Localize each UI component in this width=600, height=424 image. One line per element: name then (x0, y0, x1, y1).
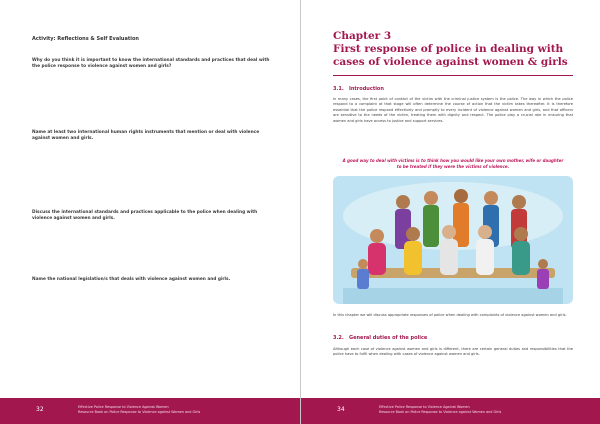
footer-line-1: Effective Police Response to Violence Against Women (379, 405, 470, 409)
page-number: 34 (337, 406, 345, 413)
pull-quote: A good way to deal with victims is to think how you would like your own mother, wife or daughter to be treated if they were the victims of violence. (342, 158, 564, 169)
section-heading-duties (333, 335, 427, 341)
left-footer (0, 398, 300, 424)
right-footer (301, 398, 600, 424)
chapter-title: First response of police in dealing with cases of violence against women & girls (333, 43, 568, 68)
question-1: Why do you think it is important to know the international standards and practices that deal with the police response to violence against women and girls? (32, 58, 270, 69)
intro-paragraph: In many cases, the first point of contact of the victim with the criminal justice system is the police. The way in which the police respond to a complaint at that stage will often determine the course of action that the victim takes thereafter. It is therefore essential that the police respond effectively and promptly to every incident of violence against women and girls, and that officers are sensitive to the needs of the victim, treating them with dignity and respect. The police play a crucial role in ensuring that women and girls have access to justice and support services. (333, 97, 573, 123)
right-page (301, 0, 600, 424)
section-heading-intro (333, 86, 384, 92)
footer-text (78, 405, 200, 415)
chapter-rule (333, 75, 573, 76)
footer-line-2: Resource Book on Police Response to Violence against Women and Girls (379, 410, 502, 414)
section-number: 3.1. (333, 86, 344, 92)
footer-line-1: Effective Police Response to Violence Against Women (78, 405, 169, 409)
family-illustration-svg (333, 176, 573, 304)
footer-text (379, 405, 501, 415)
family-illustration (333, 176, 573, 304)
section-number: 3.2. (333, 335, 344, 341)
section-title: General duties of the police (349, 335, 428, 341)
question-2: Name at least two international human rights instruments that mention or deal with violence against women and girls. (32, 130, 260, 141)
duties-paragraph: Although each case of violence against women and girls is different, there are certain general duties and responsibilities that the police have to fulfil when dealing with cases of violence against women and girls. (333, 347, 573, 357)
question-3: Discuss the international standards and practices applicable to the police when dealing with violence against women and girls. (32, 210, 258, 221)
page-number: 32 (36, 406, 44, 413)
chapter-heading (333, 30, 573, 69)
chapter-label: Chapter 3 (333, 30, 392, 42)
activity-title: Activity: Reflections & Self Evaluation (32, 36, 139, 42)
question-4: Name the national legislation/s that deals with violence against women and girls. (32, 277, 231, 282)
section-title: Introduction (349, 86, 384, 92)
footer-line-2: Resource Book on Police Response to Violence against Women and Girls (78, 410, 201, 414)
chapter-overview-paragraph: In this chapter we will discuss appropriate responses of police when dealing with complaints of violence against women and girls. (333, 313, 567, 317)
